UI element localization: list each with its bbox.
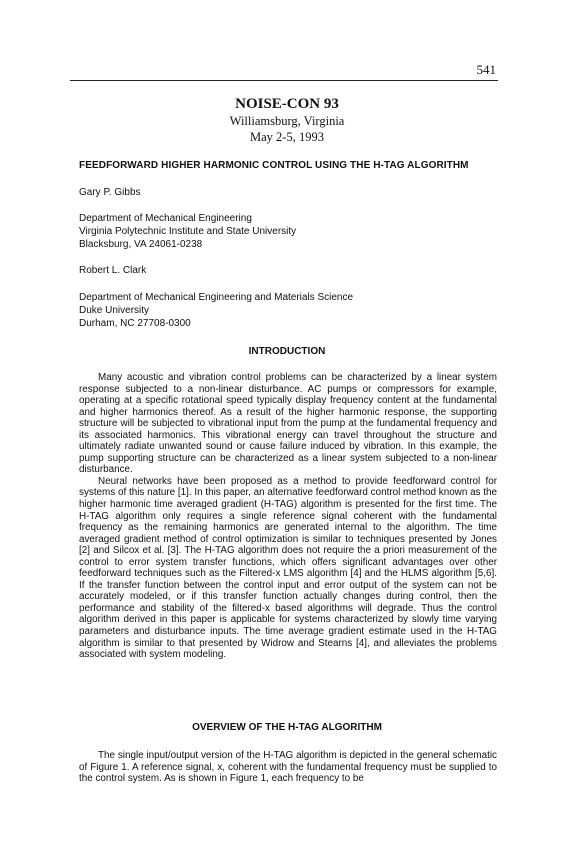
author-affiliation-line: Virginia Polytechnic Institute and State University <box>79 226 297 237</box>
paragraph: The single input/output version of the H-TAG algorithm is depicted in the general schematic of Figure 1. A reference signal, x, coherent with the fundamental frequency must be supplied to the control system. As is shown in Figure 1, each frequency to be <box>79 750 497 785</box>
conference-dates: May 2-5, 1993 <box>250 130 324 144</box>
author-name-2: Robert L. Clark <box>79 265 147 276</box>
overview-body <box>79 750 497 785</box>
paragraph: Many acoustic and vibration control problems can be characterized by a linear system response subjected to a non-linear disturbance. AC pumps or compressors for example, operating at a specific rotational speed typically display frequency content at the fundamental and higher harmonics thereof. As a result of the higher harmonic response, the supporting structure will be subjected to vibrational input from the pump at the fundamental frequency and its associated harmonics. This vibrational energy can travel throughout the structure and ultimately radiate unwanted sound or cause failure induced by vibration. In this example, the pump supporting structure can be characterized as a linear system subjected to a non-linear disturbance. <box>79 372 497 476</box>
conference-name: NOISE-CON 93 <box>235 96 339 112</box>
section-heading-overview: OVERVIEW OF THE H-TAG ALGORITHM <box>192 722 382 733</box>
author-affiliation-line: Blacksburg, VA 24061-0238 <box>79 239 203 250</box>
page-number: 541 <box>476 62 496 77</box>
author-name-1: Gary P. Gibbs <box>79 187 141 198</box>
introduction-body <box>79 372 497 661</box>
author-affiliation-line: Durham, NC 27708-0300 <box>79 318 191 329</box>
section-heading-introduction: INTRODUCTION <box>248 346 326 357</box>
header-rule <box>70 80 498 81</box>
author-affiliation-line: Department of Mechanical Engineering and Materials Science <box>79 292 354 303</box>
conference-location: Williamsburg, Virginia <box>229 114 345 128</box>
paper-title: FEEDFORWARD HIGHER HARMONIC CONTROL USING THE H-TAG ALGORITHM <box>79 160 469 171</box>
author-affiliation-line: Department of Mechanical Engineering <box>79 213 252 224</box>
author-affiliation-line: Duke University <box>79 305 150 316</box>
paragraph: Neural networks have been proposed as a method to provide feedforward control for systems of this nature [1]. In this paper, an alternative feedforward control method known as the higher harmonic time averaged gradient (H-TAG) algorithm is presented for the first time. The H-TAG algorithm only requires a single reference signal coherent with the fundamental frequency as the remaining harmonics are generated internal to the algorithm. The time averaged gradient method of control optimization is similar to techniques presented by Jones [2] and Silcox et al. [3]. The H-TAG algorithm does not require the a priori measurement of the control to error system transfer functions, which offers significant advantages over other feedforward techniques such as the Filtered-x LMS algorithm [4] and the HLMS algorithm [5,6]. If the transfer function between the control input and error output of the system can not be accurately modeled, or if this transfer function actually changes during control, then the performance and stability of the filtered-x based algorithms will degrade. Thus the control algorithm derived in this paper is applicable for systems characterized by slowly time varying parameters and disturbance inputs. The time average gradient estimate used in the H-TAG algorithm is similar to that presented by Widrow and Stearns [4], and alleviates the problems associated with system modeling. <box>79 475 497 661</box>
